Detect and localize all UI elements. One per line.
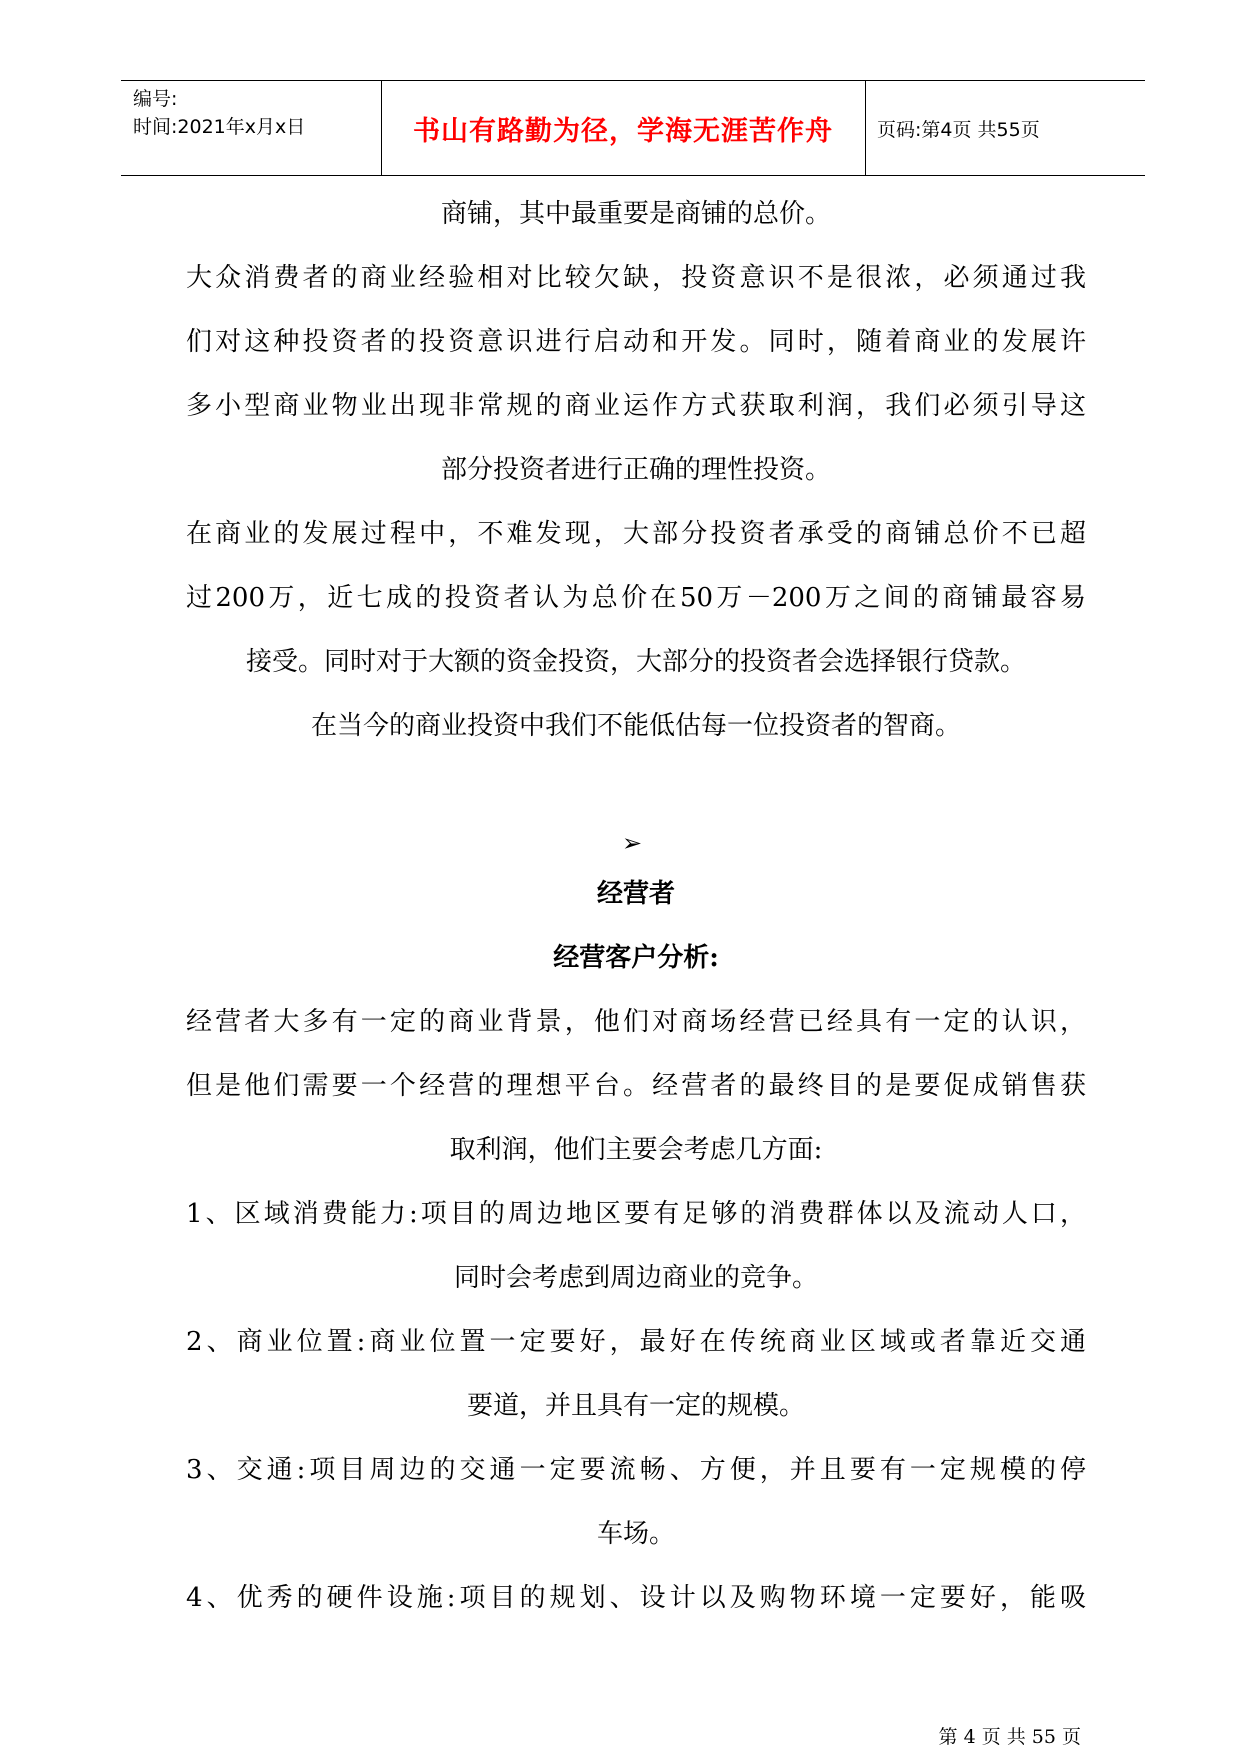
- subsection-title: 经营客户分析:: [553, 943, 719, 973]
- text-line: 在当今的商业投资中我们不能低估每一位投资者的智商。: [310, 711, 961, 741]
- text-line: 车场。: [596, 1519, 675, 1549]
- text-line: 部分投资者进行正确的理性投资。: [440, 455, 831, 485]
- text-line: 接受。同时对于大额的资金投资，大部分的投资者会选择银行贷款。: [245, 647, 1026, 677]
- body-text-block: [186, 182, 1086, 758]
- header-meta: [133, 85, 373, 141]
- bullet-arrow-icon: ➢: [622, 829, 643, 857]
- text-line: 取利润，他们主要会考虑几方面:: [449, 1135, 823, 1165]
- page-header: [121, 80, 1145, 176]
- text-line: 同时会考虑到周边商业的竞争。: [453, 1263, 818, 1293]
- list-item: 4、优秀的硬件设施:项目的规划、设计以及购物环境一定要好，能吸: [186, 1583, 1086, 1613]
- header-page-info: 页码:第4页 共55页: [877, 118, 1040, 141]
- text-line: 过200万，近七成的投资者认为总价在50万－200万之间的商铺最容易: [186, 583, 1086, 613]
- header-divider: [865, 81, 866, 175]
- text-line: 但是他们需要一个经营的理想平台。经营者的最终目的是要促成销售获: [186, 1071, 1086, 1101]
- time-label: 时间:2021年x月x日: [133, 116, 306, 138]
- number-label: 编号:: [133, 88, 178, 110]
- list-item: 3、交通:项目周边的交通一定要流畅、方便，并且要有一定规模的停: [186, 1455, 1086, 1485]
- text-line: 经营者大多有一定的商业背景，他们对商场经营已经具有一定的认识，: [186, 1007, 1086, 1037]
- list-item: 1、区域消费能力:项目的周边地区要有足够的消费群体以及流动人口，: [186, 1199, 1086, 1229]
- text-line: 商铺，其中最重要是商铺的总价。: [440, 199, 831, 229]
- header-motto: 书山有路勤为径，学海无涯苦作舟: [413, 115, 833, 147]
- text-line: 大众消费者的商业经验相对比较欠缺，投资意识不是很浓，必须通过我: [186, 263, 1086, 293]
- section-title: 经营者: [596, 879, 675, 909]
- text-line: 们对这种投资者的投资意识进行启动和开发。同时，随着商业的发展许: [186, 327, 1086, 357]
- list-item: 2、商业位置:商业位置一定要好，最好在传统商业区域或者靠近交通: [186, 1327, 1086, 1357]
- text-line: 要道，并且具有一定的规模。: [466, 1391, 805, 1421]
- text-line: 多小型商业物业出现非常规的商业运作方式获取利润，我们必须引导这: [186, 391, 1086, 421]
- text-line: 在商业的发展过程中，不难发现，大部分投资者承受的商铺总价不已超: [186, 519, 1086, 549]
- page-footer: 第 4 页 共 55 页: [938, 1726, 1081, 1748]
- section-block: [186, 862, 1086, 1630]
